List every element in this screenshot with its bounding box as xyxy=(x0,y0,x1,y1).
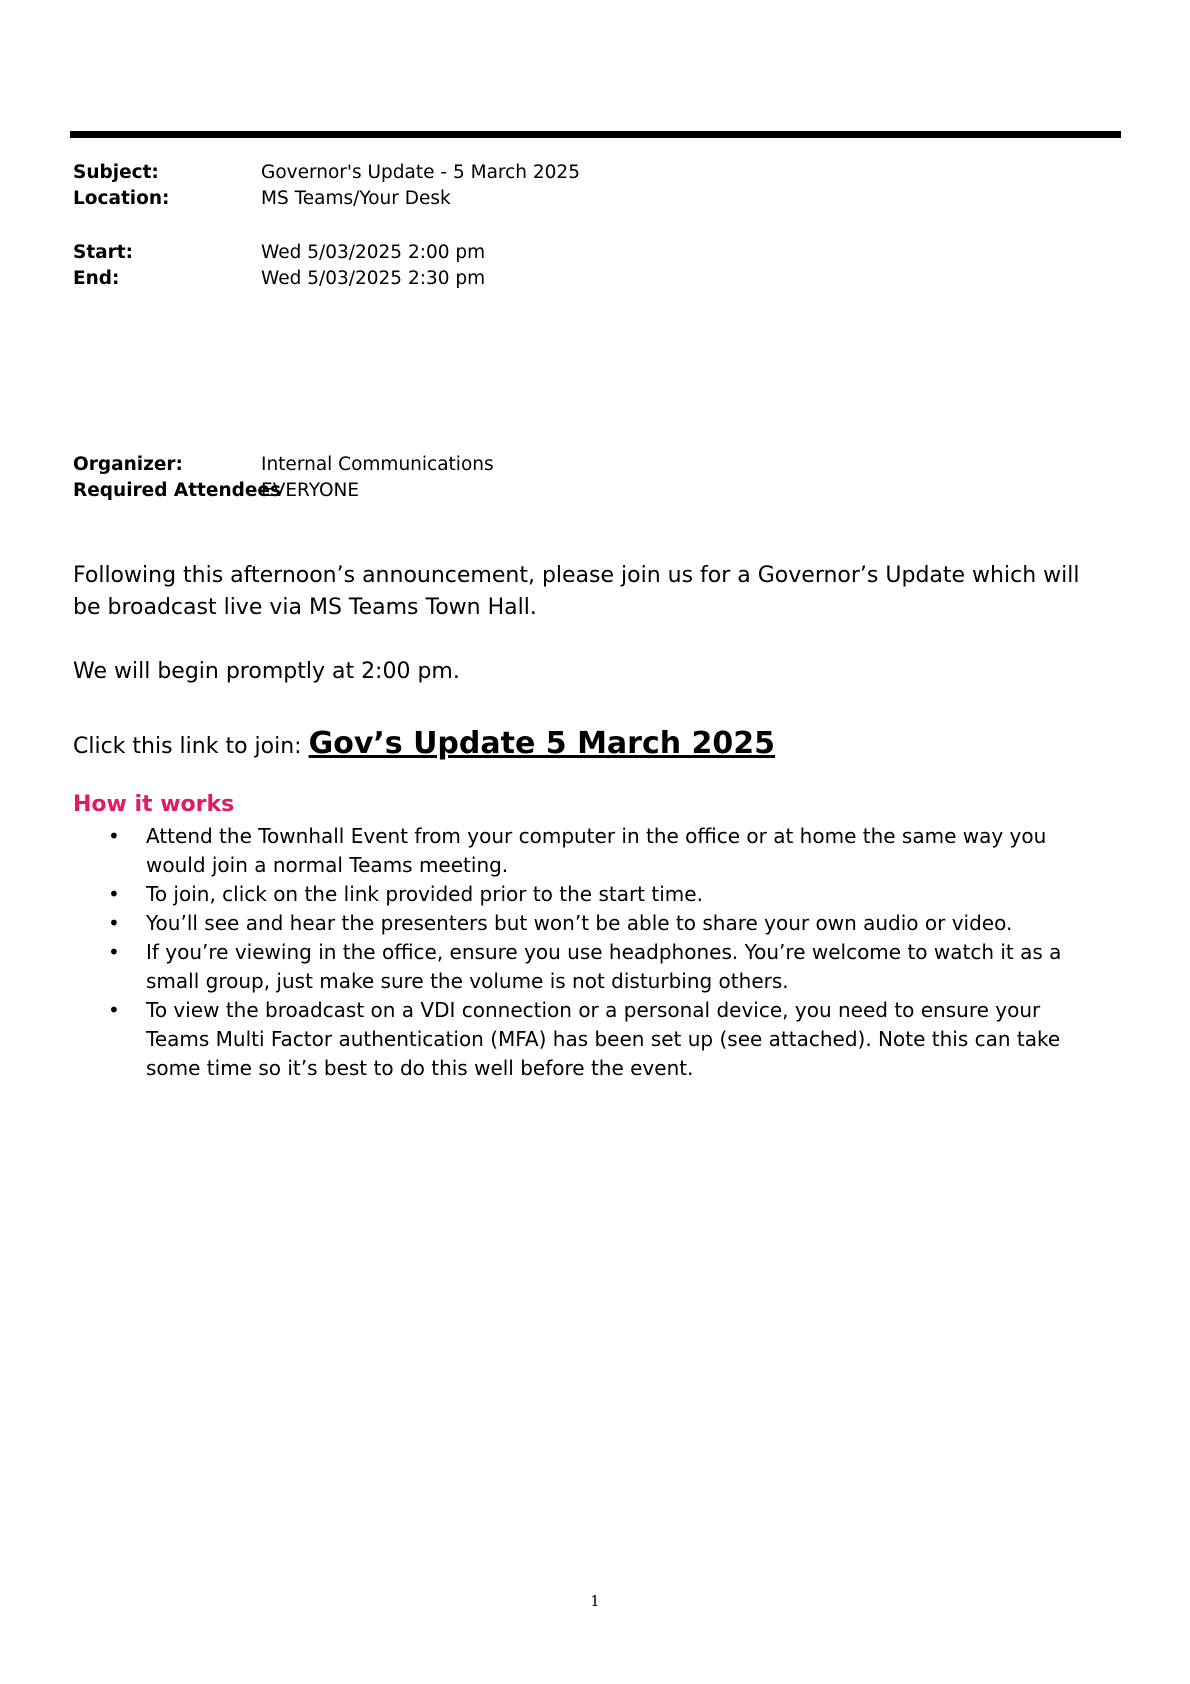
join-prefix: Click this link to join: xyxy=(73,734,309,759)
header-rule xyxy=(70,131,1121,138)
location-label: Location: xyxy=(73,188,170,209)
bullet-icon: • xyxy=(108,940,120,964)
list-item-text: To view the broadcast on a VDI connection or a personal device, you need to ensure your Teams Multi Factor authentication (MFA) has been set up (see attached). Note this can take some time so it’s best to do this well before the event. xyxy=(146,998,1061,1080)
subject-label: Subject: xyxy=(73,162,159,183)
start-label: Start: xyxy=(73,242,134,263)
organizer-label: Organizer: xyxy=(73,454,183,475)
join-line xyxy=(73,724,775,767)
bullet-icon: • xyxy=(108,998,120,1022)
list-item-text: If you’re viewing in the office, ensure you use headphones. You’re welcome to watch it as a small group, just make sure the volume is not disturbing others. xyxy=(146,940,1062,993)
location-value: MS Teams/Your Desk xyxy=(261,188,451,209)
start-value: Wed 5/03/2025 2:00 pm xyxy=(261,242,486,263)
list-item-text: To join, click on the link provided prior to the start time. xyxy=(146,882,703,906)
bullet-icon: • xyxy=(108,882,120,906)
attendees-value: EVERYONE xyxy=(261,480,360,501)
begin-paragraph: We will begin promptly at 2:00 pm. xyxy=(73,659,460,684)
organizer-value: Internal Communications xyxy=(261,454,494,475)
bullet-icon: • xyxy=(108,911,120,935)
intro-paragraph: Following this afternoon’s announcement, please join us for a Governor’s Update which will be broadcast live via MS Teams Town Hall. xyxy=(73,563,1080,620)
page-number: 1 xyxy=(590,1592,600,1610)
bullet-icon: • xyxy=(108,824,120,848)
end-value: Wed 5/03/2025 2:30 pm xyxy=(261,268,486,289)
join-meeting-link[interactable]: Gov’s Update 5 March 2025 xyxy=(308,726,776,761)
list-item-text: You’ll see and hear the presenters but won’t be able to share your own audio or video. xyxy=(146,911,1013,935)
end-label: End: xyxy=(73,268,120,289)
how-it-works-heading: How it works xyxy=(73,792,235,817)
attendees-label: Required Attendees xyxy=(73,480,281,501)
subject-value: Governor's Update - 5 March 2025 xyxy=(261,162,580,183)
list-item-text: Attend the Townhall Event from your computer in the office or at home the same way you would join a normal Teams meeting. xyxy=(146,824,1047,877)
